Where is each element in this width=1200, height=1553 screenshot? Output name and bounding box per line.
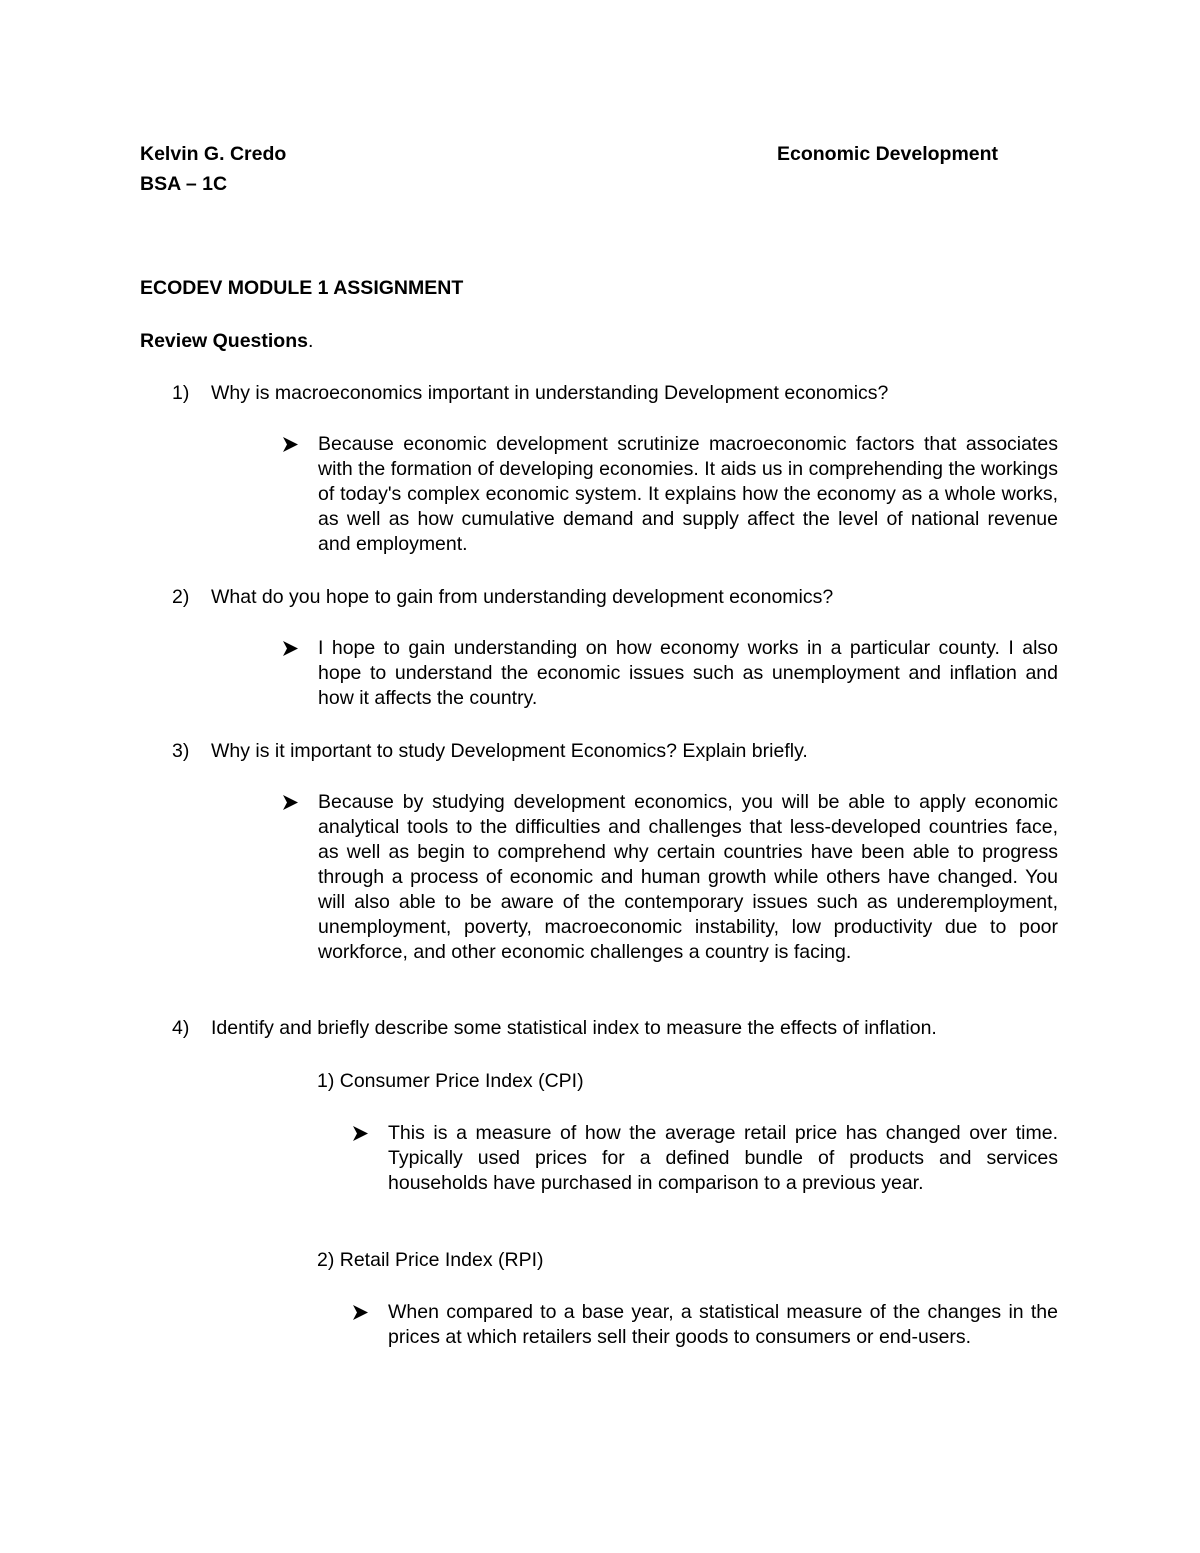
question-text: Why is it important to study Development Economics? Explain briefly. (211, 740, 808, 762)
answer-text: Because economic development scrutinize macroeconomic factors that associates with the formation of developing economies. It aids us in comprehending the workings of today's complex economic system. It explains how the economy as a whole works, as well as how cumulative demand and supply affect the level of national revenue and employment. (318, 433, 1058, 555)
question-text: Why is macroeconomics important in understanding Development economics? (211, 382, 889, 404)
question-text: What do you hope to gain from understanding development economics? (211, 586, 834, 608)
arrow-bullet-icon (282, 794, 299, 811)
arrow-bullet-icon (352, 1304, 369, 1321)
index-description-text: This is a measure of how the average retail price has changed over time. Typically used prices for a defined bundle of products and services households have purchased in comparison to a previous year. (388, 1122, 1058, 1194)
question-number: 4) (172, 1017, 190, 1039)
arrow-bullet-icon (282, 640, 299, 657)
subject-title: Economic Development (777, 143, 999, 165)
answer-text: I hope to gain understanding on how economy works in a particular county. I also hope to understand the economic issues such as unemployment and inflation and how it affects the country. (318, 637, 1058, 709)
arrow-bullet-icon (352, 1125, 369, 1142)
review-heading-suffix: . (307, 330, 314, 352)
review-heading-text: Review Questions (140, 330, 308, 352)
question-number: 3) (172, 740, 190, 762)
student-section: BSA – 1C (140, 173, 228, 195)
index-rpi-label: 2) Retail Price Index (RPI) (317, 1249, 544, 1271)
arrow-bullet-icon (282, 436, 299, 453)
question-number: 2) (172, 586, 190, 608)
index-description-text: When compared to a base year, a statistical measure of the changes in the prices at which retailers sell their goods to consumers or end-users. (388, 1301, 1058, 1348)
review-questions-heading (140, 329, 313, 354)
answer-text: Because by studying development economics, you will be able to apply economic analytical tools to the difficulties and challenges that less-developed countries face, as well as begin to comprehend why certain countries have been able to progress through a process of economic and human growth while others have changed. You will also able to be aware of the contemporary issues such as underemployment, unemployment, poverty, macroeconomic instability, low productivity due to poor workforce, and other economic challenges a country is facing. (318, 791, 1058, 963)
question-text: Identify and briefly describe some statistical index to measure the effects of inflation. (211, 1017, 937, 1039)
assignment-title: ECODEV MODULE 1 ASSIGNMENT (140, 277, 464, 299)
student-name: Kelvin G. Credo (140, 143, 287, 165)
question-number: 1) (172, 382, 190, 404)
index-cpi-label: 1) Consumer Price Index (CPI) (317, 1070, 584, 1092)
